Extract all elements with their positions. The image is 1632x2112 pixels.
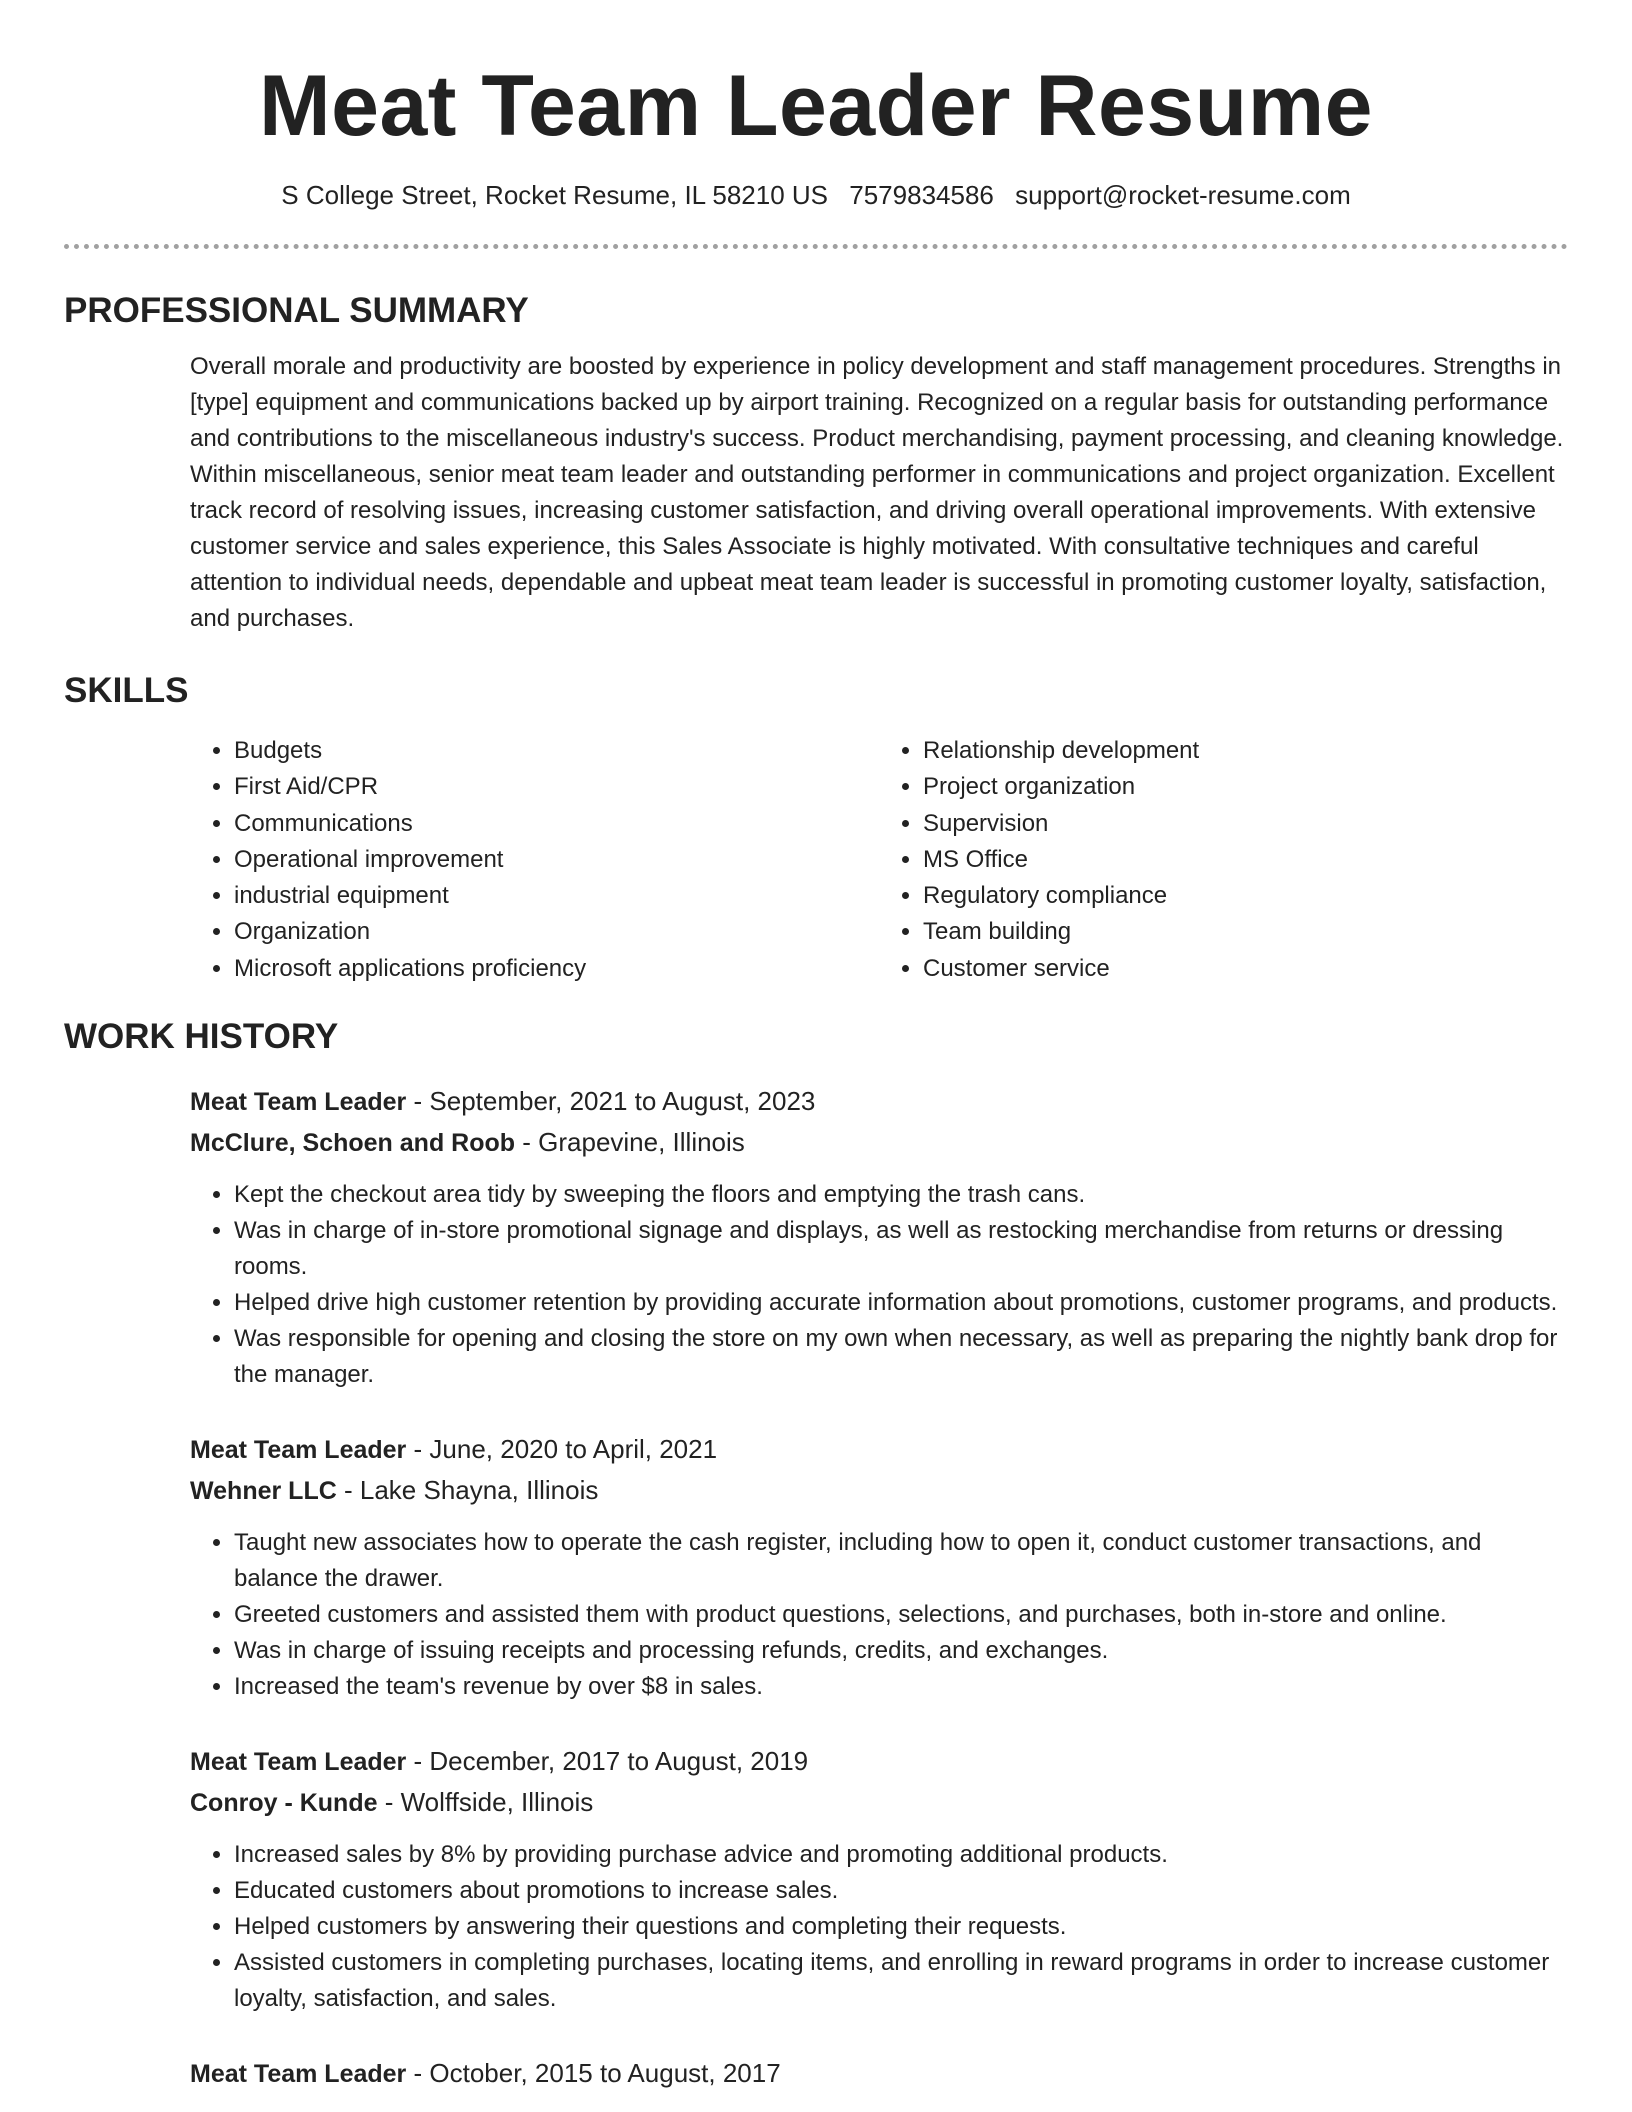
contact-phone: 7579834586 (849, 180, 994, 210)
job-dates: - September, 2021 to August, 2023 (406, 1086, 816, 1117)
job-bullet: • Greeted customers and assisted them with product questions, selections, and purchases, both in-store and online. (234, 1597, 1568, 1633)
job-bullet: • Kept the checkout area tidy by sweeping the floors and emptying the trash cans. (234, 1177, 1568, 1213)
summary-text: Overall morale and productivity are boosted by experience in policy development and staff management procedures. Strengths in [type] equipment and communications backed up by airport training. Recognized on a regular basis for outstanding performance and contributions to the miscellaneous industry's success. Product merchandising, payment processing, and cleaning knowledge. Within miscellaneous, senior meat team leader and outstanding performer in communications and project organization. Excellent track record of resolving issues, increasing customer satisfaction, and driving overall operational improvements. With extensive customer service and sales experience, this Sales Associate is highly motivated. With consultative techniques and careful attention to individual needs, dependable and upbeat meat team leader is successful in promoting customer loyalty, satisfaction, and purchases. (190, 353, 1564, 632)
job-bullet: • Educated customers about promotions to increase sales. (234, 1873, 1568, 1909)
skill-item: • Customer service (923, 951, 1568, 987)
job-title-line (190, 1081, 1568, 1122)
job-title: Meat Team Leader (190, 2060, 407, 2089)
resume-page (64, 0, 1568, 2094)
job-entry (190, 1741, 1568, 2017)
skills-heading: SKILLS (64, 671, 189, 710)
job-bullet: • Taught new associates how to operate the cash register, including how to open it, conduct customer transactions, and balance the drawer. (234, 1525, 1568, 1597)
job-entry (190, 2053, 1568, 2094)
job-dates: - December, 2017 to August, 2019 (406, 1746, 809, 1777)
skill-item: • Team building (923, 914, 1568, 950)
skill-item: • Operational improvement (234, 842, 879, 878)
contact-email: support@rocket-resume.com (1015, 180, 1351, 210)
skills-column-right (879, 733, 1568, 987)
job-title: Meat Team Leader (190, 1088, 407, 1117)
skill-item: • industrial equipment (234, 878, 879, 914)
job-bullet: • Was in charge of issuing receipts and processing refunds, credits, and exchanges. (234, 1633, 1568, 1669)
skill-item: • First Aid/CPR (234, 769, 879, 805)
job-company-line (190, 1782, 1568, 1823)
job-company: Wehner LLC (190, 1477, 337, 1506)
skill-item: • Supervision (923, 806, 1568, 842)
work-history-heading: WORK HISTORY (64, 1017, 339, 1057)
header-divider (64, 244, 1568, 249)
job-company: McClure, Schoen and Roob (190, 1129, 516, 1158)
job-title: Meat Team Leader (190, 1748, 407, 1777)
contact-address: S College Street, Rocket Resume, IL 58210 US (281, 180, 829, 210)
job-bullet: • Helped drive high customer retention by providing accurate information about promotions, customer programs, and products. (234, 1285, 1568, 1321)
skill-item: • Budgets (234, 733, 879, 769)
skill-item: • Regulatory compliance (923, 878, 1568, 914)
job-bullet: • Increased sales by 8% by providing purchase advice and promoting additional products. (234, 1837, 1568, 1873)
skill-item: • Communications (234, 806, 879, 842)
job-bullets (190, 1177, 1568, 1393)
job-entry (190, 1429, 1568, 1705)
job-bullet: • Increased the team's revenue by over $8 in sales. (234, 1669, 1568, 1705)
contact-line (64, 178, 1568, 212)
resume-title: Meat Team Leader Resume (258, 58, 1373, 154)
skills-list (190, 733, 1568, 987)
job-company: Conroy - Kunde (190, 1789, 378, 1818)
skill-item: • Microsoft applications proficiency (234, 951, 879, 987)
job-entry (190, 1081, 1568, 1393)
job-company-line (190, 1470, 1568, 1511)
job-bullet: • Assisted customers in completing purchases, locating items, and enrolling in reward programs in order to increase customer loyalty, satisfaction, and sales. (234, 1945, 1568, 2017)
skills-column-left (190, 733, 879, 987)
job-company-line (190, 1122, 1568, 1163)
summary-heading: PROFESSIONAL SUMMARY (64, 291, 529, 330)
job-bullets (190, 1837, 1568, 2017)
job-dates: - October, 2015 to August, 2017 (406, 2058, 781, 2089)
job-bullet: • Was in charge of in-store promotional signage and displays, as well as restocking merchandise from returns or dressing rooms. (234, 1213, 1568, 1285)
job-dates: - June, 2020 to April, 2021 (406, 1434, 718, 1465)
skill-item: • Project organization (923, 769, 1568, 805)
skill-item: • Organization (234, 914, 879, 950)
job-title: Meat Team Leader (190, 1436, 407, 1465)
job-title-line (190, 1741, 1568, 1782)
job-bullet: • Helped customers by answering their questions and completing their requests. (234, 1909, 1568, 1945)
skill-item: • Relationship development (923, 733, 1568, 769)
job-location: - Lake Shayna, Illinois (336, 1475, 599, 1506)
job-bullets (190, 1525, 1568, 1705)
job-location: - Grapevine, Illinois (515, 1127, 745, 1158)
job-bullet: • Was responsible for opening and closing the store on my own when necessary, as well as preparing the nightly bank drop for the manager. (234, 1321, 1568, 1393)
job-title-line (190, 2053, 1568, 2094)
job-location: - Wolffside, Illinois (377, 1787, 594, 1818)
skill-item: • MS Office (923, 842, 1568, 878)
job-title-line (190, 1429, 1568, 1470)
